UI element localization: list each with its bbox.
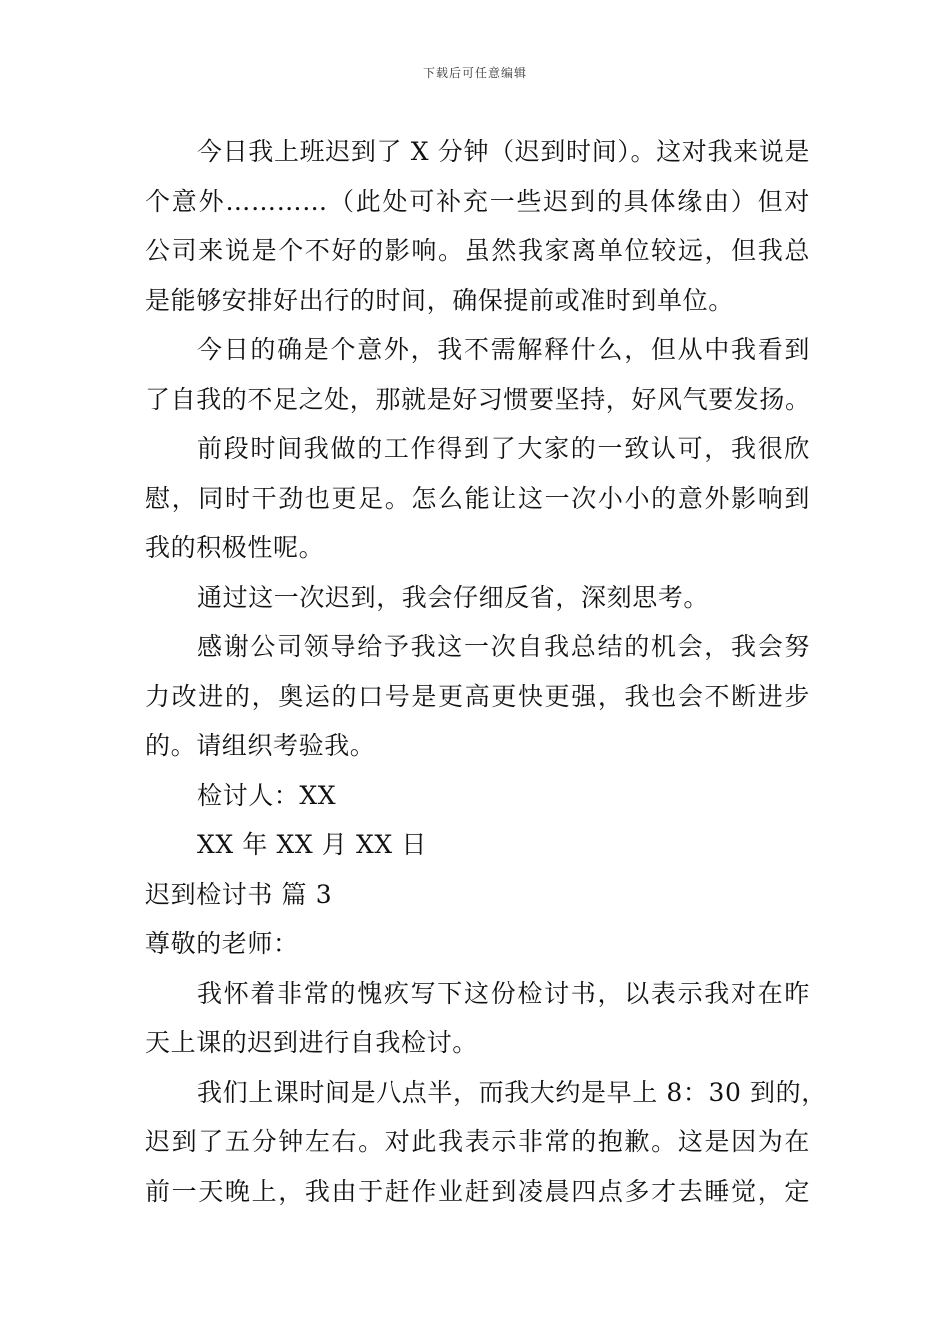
text-line: 天上课的迟到进行自我检讨。 [145, 1028, 478, 1057]
text-line: 迟到了五分钟左右。对此我表示非常的抱歉。这是因为在 [145, 1127, 810, 1156]
text-line: 的。请组织考验我。 [145, 731, 376, 760]
text-line: XX 年 XX 月 XX 日 [197, 830, 427, 859]
text-line: 通过这一次迟到，我会仔细反省，深刻思考。 [197, 582, 710, 612]
text-line: 尊敬的老师： [145, 929, 299, 958]
text-line: 力改进的，奥运的口号是更高更快更强，我也会不断进步 [145, 681, 810, 711]
text-line: 公司来说是个不好的影响。虽然我家离单位较远，但我总 [145, 236, 810, 265]
text-line: 今日我上班迟到了 X 分钟（迟到时间）。这对我来说是 [197, 137, 810, 166]
text-line: 前段时间我做的工作得到了大家的一致认可，我很欣 [197, 434, 810, 463]
header-note: 下载后可任意编辑 [422, 66, 527, 80]
text-line: 我们上课时间是八点半，而我大约是早上 8：30 到的， [197, 1077, 827, 1107]
text-line: 个意外…………（此处可补充一些迟到的具体缘由）但对 [145, 186, 810, 216]
document-body [145, 127, 827, 1216]
text-line: 今日的确是个意外，我不需解释什么，但从中我看到 [197, 335, 810, 364]
text-line: 迟到检讨书 篇 3 [145, 879, 333, 909]
text-line: 慰，同时干劲也更足。怎么能让这一次小小的意外影响到 [145, 483, 810, 513]
text-line: 是能够安排好出行的时间，确保提前或准时到单位。 [145, 285, 734, 315]
text-line: 前一天晚上，我由于赶作业赶到凌晨四点多才去睡觉，定 [145, 1176, 810, 1206]
text-line: 感谢公司领导给予我这一次自我总结的机会，我会努 [197, 632, 810, 661]
text-line: 我怀着非常的愧疚写下这份检讨书，以表示我对在昨 [197, 978, 810, 1008]
text-line: 检讨人：XX [197, 780, 337, 810]
text-line: 了自我的不足之处，那就是好习惯要坚持，好风气要发扬。 [145, 384, 811, 414]
text-line: 我的积极性呢。 [145, 533, 325, 562]
